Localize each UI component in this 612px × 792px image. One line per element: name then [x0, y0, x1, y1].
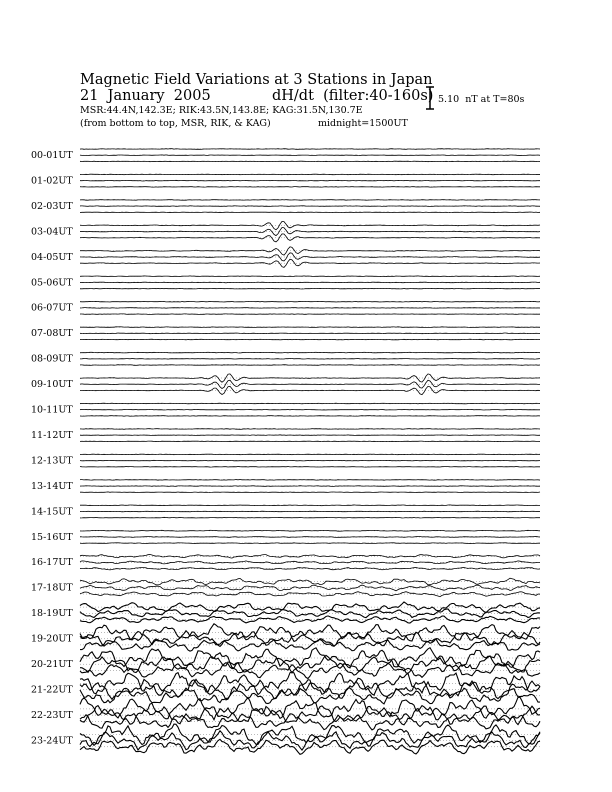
trace-msr-02-03UT: [80, 212, 540, 213]
hour-label: 08-09UT: [31, 353, 73, 365]
hour-label: 11-12UT: [31, 429, 73, 441]
trace-kag-05-06UT: [80, 276, 540, 277]
hour-label: 03-04UT: [31, 226, 73, 238]
trace-rik-06-07UT: [80, 308, 540, 309]
trace-kag-22-23UT: [80, 697, 540, 720]
trace-msr-07-08UT: [80, 339, 540, 340]
chart-quantity: dH/dt (filter:40-160s): [272, 88, 434, 104]
trace-msr-10-11UT: [80, 416, 540, 417]
hour-label: 13-14UT: [31, 480, 73, 492]
hour-label: 18-19UT: [31, 608, 73, 620]
trace-msr-15-16UT: [80, 543, 540, 544]
trace-kag-14-15UT: [80, 505, 540, 506]
hour-label: 15-16UT: [31, 531, 73, 543]
hour-label: 14-15UT: [31, 506, 73, 518]
trace-kag-10-11UT: [80, 403, 540, 404]
trace-rik-08-09UT: [80, 358, 540, 359]
trace-msr-16-17UT: [80, 568, 540, 570]
trace-msr-12-13UT: [80, 467, 540, 468]
station-coordinates: MSR:44.4N,142.3E; RIK:43.5N,143.8E; KAG:31.5N,130.7E: [80, 105, 363, 116]
trace-kag-03-04UT: [80, 221, 540, 229]
chart-title: Magnetic Field Variations at 3 Stations in Japan: [80, 72, 433, 88]
hour-label: 09-10UT: [31, 379, 73, 390]
trace-msr-05-06UT: [80, 288, 540, 289]
hour-label: 20-21UT: [31, 659, 73, 670]
trace-msr-22-23UT: [80, 714, 540, 730]
hour-label: 23-24UT: [31, 735, 73, 747]
hour-label: 01-02UT: [31, 175, 73, 187]
trace-kag-01-02UT: [80, 174, 540, 175]
trace-kag-02-03UT: [80, 200, 540, 201]
trace-msr-09-10UT: [80, 386, 540, 394]
hour-label: 19-20UT: [31, 633, 73, 645]
trace-rik-09-10UT: [80, 380, 540, 388]
trace-msr-00-01UT: [80, 161, 540, 162]
trace-rik-16-17UT: [80, 561, 540, 564]
trace-rik-05-06UT: [80, 282, 540, 283]
hour-label: 12-13UT: [31, 455, 73, 467]
trace-kag-08-09UT: [80, 352, 540, 353]
trace-rik-04-05UT: [80, 253, 540, 261]
hour-label: 06-07UT: [31, 302, 73, 314]
trace-rik-13-14UT: [80, 486, 540, 487]
trace-msr-08-09UT: [80, 365, 540, 366]
trace-rik-18-19UT: [80, 609, 540, 618]
chart-date: 21 January 2005: [80, 88, 211, 104]
trace-msr-14-15UT: [80, 517, 540, 518]
trace-msr-04-05UT: [80, 259, 540, 267]
trace-msr-17-18UT: [80, 592, 540, 597]
trace-rik-02-03UT: [80, 206, 540, 207]
trace-kag-11-12UT: [80, 429, 540, 430]
trace-kag-09-10UT: [80, 374, 540, 382]
midnight-note: midnight=1500UT: [318, 118, 408, 129]
hour-label: 10-11UT: [31, 404, 73, 416]
station-order-note: (from bottom to top, MSR, RIK, & KAG): [80, 118, 271, 129]
hour-label: 16-17UT: [31, 557, 73, 569]
hour-label: 02-03UT: [31, 200, 73, 212]
scale-label: 5.10 nT at T=80s: [438, 94, 525, 105]
trace-rik-11-12UT: [80, 435, 540, 436]
trace-kag-00-01UT: [80, 149, 540, 150]
trace-rik-01-02UT: [80, 180, 540, 181]
hour-label: 00-01UT: [31, 150, 73, 161]
hour-label: 17-18UT: [31, 582, 73, 594]
trace-kag-07-08UT: [80, 327, 540, 328]
trace-kag-12-13UT: [80, 454, 540, 455]
trace-msr-18-19UT: [80, 616, 540, 623]
hour-label: 04-05UT: [31, 251, 73, 263]
traces: [80, 149, 540, 755]
trace-rik-00-01UT: [80, 155, 540, 156]
trace-kag-06-07UT: [80, 301, 540, 302]
trace-kag-15-16UT: [80, 530, 540, 531]
trace-msr-03-04UT: [80, 234, 540, 242]
hour-label: 22-23UT: [31, 709, 73, 721]
trace-msr-01-02UT: [80, 187, 540, 188]
hour-label: 07-08UT: [31, 328, 73, 340]
trace-rik-03-04UT: [80, 228, 540, 236]
hour-label: 21-22UT: [31, 684, 73, 696]
trace-rik-15-16UT: [80, 537, 540, 538]
hour-label: 05-06UT: [31, 277, 73, 289]
trace-rik-14-15UT: [80, 511, 540, 512]
trace-rik-12-13UT: [80, 460, 540, 461]
trace-kag-13-14UT: [80, 480, 540, 481]
hour-labels: [31, 150, 73, 746]
trace-msr-13-14UT: [80, 492, 540, 493]
